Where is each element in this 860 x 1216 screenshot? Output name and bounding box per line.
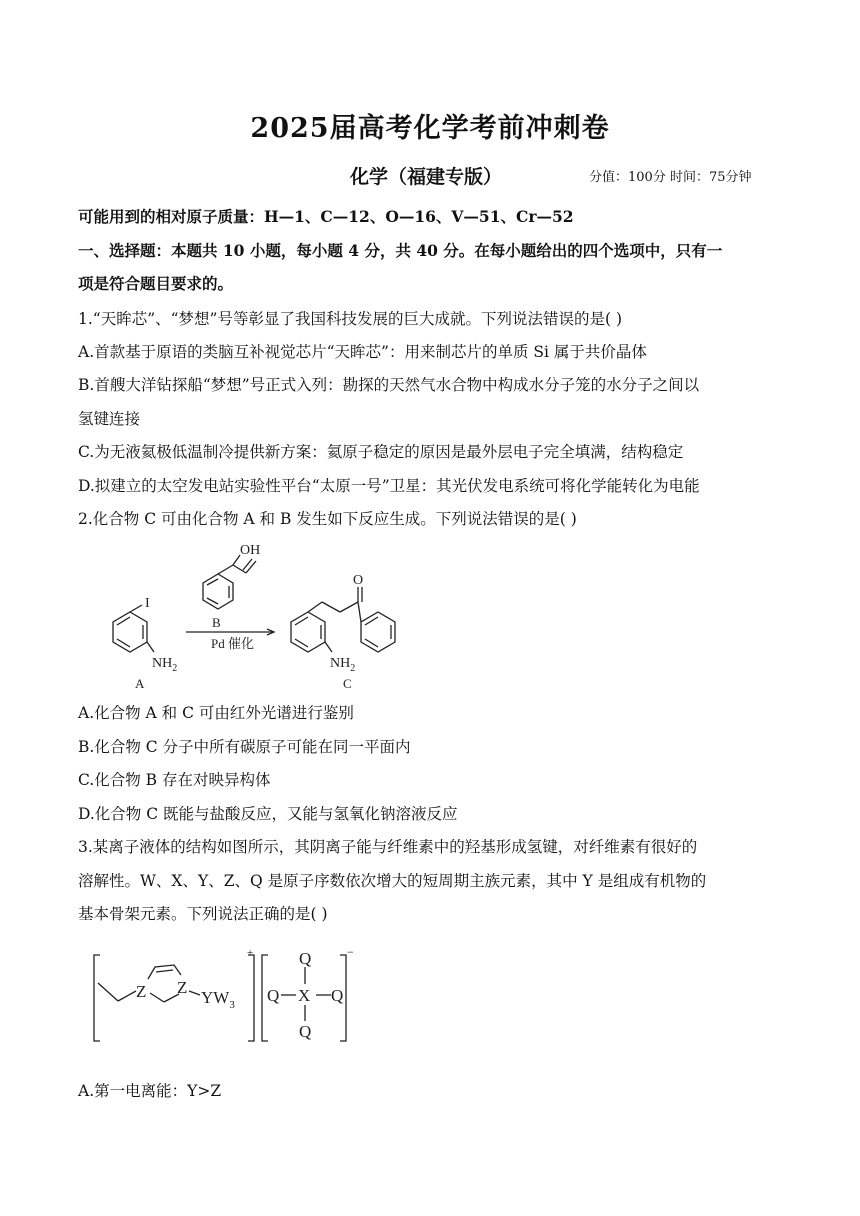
label-nh2-a: $NH_2$: [152, 656, 178, 674]
page-subtitle: 化学（福建专版）: [350, 166, 503, 188]
q1-option-d: D.拟建立的太空发电站实验性平台“太原一号”卫星：其光伏发电系统可将化学能转化为电能: [78, 477, 700, 495]
cation-charge: +: [247, 947, 254, 959]
q3-option-a: A.第一电离能：Y>Z: [78, 1082, 222, 1100]
q2-option-b: B.化合物 C 分子中所有碳原子可能在同一平面内: [78, 738, 411, 756]
label-o: O: [353, 573, 364, 588]
q2-option-d: D.化合物 C 既能与盐酸反应，又能与氢氧化钠溶液反应: [78, 805, 458, 823]
compound-c-ring-left: [291, 612, 325, 652]
q2-option-a: A.化合物 A 和 C 可由红外光谱进行鉴别: [78, 704, 354, 722]
q1-option-b-line1: B.首艘大洋钻探船“梦想”号正式入列：勘探的天然气水合物中构成水分子笼的水分子之间以: [78, 376, 700, 394]
section-heading-line2: 项是符合题目要求的。: [78, 274, 234, 293]
cation-bracket-right: [248, 955, 254, 1041]
label-nh2-c: $NH_2$: [330, 656, 356, 674]
q1-option-a: A.首款基于原语的类脑互补视觉芯片“天眸芯”：用来制芯片的单质 Si 属于共价晶体: [78, 343, 647, 361]
cation-bracket-left: [94, 955, 100, 1041]
imidazolium-ring: [148, 965, 181, 979]
q3-stem-line1: 3.某离子液体的结构如图所示，其阴离子能与纤维素中的羟基形成氢键，对纤维素有很好的: [78, 838, 698, 856]
q1-option-c: C.为无液氦极低温制冷提供新方案：氦原子稳定的原因是最外层电子完全填满，结构稳定: [78, 443, 684, 461]
atom-q-left: Q: [267, 986, 280, 1005]
label-oh: OH: [240, 543, 261, 558]
compound-a-ring: [113, 612, 147, 652]
atom-x: X: [298, 986, 311, 1005]
q3-stem-line3: 基本骨架元素。下列说法正确的是( ): [78, 905, 328, 923]
group-yw3: $YW_3$: [201, 988, 235, 1011]
ionic-liquid-structure: [88, 945, 368, 1050]
reaction-scheme: [90, 540, 420, 695]
q2-stem: 2.化合物 C 可由化合物 A 和 B 发生如下反应生成。下列说法错误的是( ): [78, 510, 577, 528]
label-c: C: [343, 676, 352, 691]
page-title: 2025届高考化学考前冲刺卷: [250, 113, 610, 144]
atom-q-bottom: Q: [299, 1022, 312, 1041]
atom-z-left: Z: [136, 982, 147, 1001]
label-a: A: [135, 676, 145, 691]
label-i: I: [145, 596, 150, 611]
label-b: B: [212, 615, 221, 630]
exam-meta: 分值：100分 时间：75分钟: [589, 170, 752, 185]
q2-option-c: C.化合物 B 存在对映异构体: [78, 771, 271, 789]
q1-option-b-line2: 氢键连接: [78, 410, 141, 428]
atom-q-right: Q: [331, 986, 344, 1005]
section-heading-line1: 一、选择题：本题共 10 小题，每小题 4 分，共 40 分。在每小题给出的四个选项中，只有一: [78, 241, 723, 260]
q3-stem-line2: 溶解性。W、X、Y、Z、Q 是原子序数依次增大的短周期主族元素，其中 Y 是组成有机物的: [78, 872, 707, 890]
atom-z-right: Z: [177, 978, 188, 997]
q1-stem: 1.“天眸芯”、“梦想”号等彰显了我国科技发展的巨大成就。下列说法错误的是( ): [78, 310, 623, 328]
label-catalyst: Pd 催化: [211, 636, 254, 651]
atomic-masses: 可能用到的相对原子质量：H—1、C—12、O—16、V—51、Cr—52: [78, 207, 574, 226]
anion-charge: −: [347, 945, 354, 959]
atom-q-top: Q: [299, 949, 312, 968]
compound-c-ring-right: [361, 612, 395, 652]
